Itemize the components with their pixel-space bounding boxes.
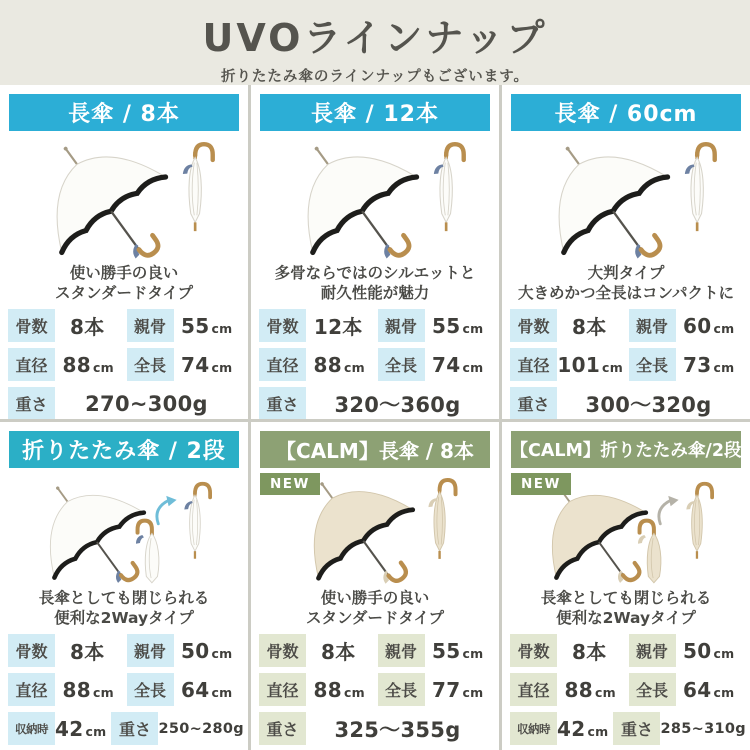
spec-label: 直径 — [8, 348, 55, 381]
spec-label: 親骨 — [378, 309, 425, 342]
spec-label: 直径 — [510, 673, 557, 706]
open-umbrella-icon — [515, 131, 700, 261]
spec-row — [259, 348, 491, 381]
spec-value: 73 cm — [683, 352, 735, 377]
spec-value: 8本 — [571, 315, 607, 340]
spec-value: 8本 — [69, 640, 105, 665]
spec-value: 285~310g — [660, 720, 746, 737]
page-subtitle: 折りたたみ傘のラインナップもございます。 — [220, 69, 530, 85]
spec-value: 64 cm — [683, 677, 735, 702]
closed-umbrella-icon — [183, 144, 213, 231]
card-title: 長傘 / 12本 — [260, 94, 490, 131]
spec-label: 重さ — [8, 387, 55, 419]
spec-row — [259, 309, 491, 342]
spec-row — [510, 673, 742, 706]
spec-label: 重さ — [613, 712, 660, 745]
spec-value: 74 cm — [181, 352, 233, 377]
spec-row — [510, 634, 742, 667]
product-card-long-60 — [502, 85, 750, 419]
spec-label: 全長 — [378, 673, 425, 706]
spec-label: 全長 — [629, 673, 676, 706]
spec-row — [8, 387, 240, 419]
spec-label: 収納時 — [8, 712, 55, 745]
spec-row — [259, 712, 491, 745]
spec-value: 88 cm — [62, 677, 114, 702]
spec-table — [510, 309, 742, 419]
spec-value: 12本 — [313, 315, 363, 340]
spec-label: 重さ — [111, 712, 158, 745]
page-title: UVOラインナップ — [202, 16, 548, 60]
new-badge: NEW — [260, 473, 320, 495]
card-description: 多骨ならではのシルエットと 耐久性能が魅力 — [274, 264, 476, 303]
spec-label: 全長 — [127, 673, 174, 706]
spec-label: 重さ — [259, 387, 306, 419]
spec-label: 親骨 — [127, 634, 174, 667]
card-title: 折りたたみ傘 / 2段 — [9, 431, 239, 468]
spec-value: 42 cm — [557, 716, 609, 741]
spec-row — [8, 309, 240, 342]
spec-label: 全長 — [378, 348, 425, 381]
transform-arrow-icon — [659, 496, 679, 524]
spec-row — [510, 712, 746, 745]
spec-value: 88 cm — [62, 352, 114, 377]
transform-arrow-icon — [157, 496, 177, 524]
spec-label: 全長 — [127, 348, 174, 381]
product-card-calm-long-8 — [251, 422, 499, 750]
card-title: 長傘 / 8本 — [9, 94, 239, 131]
spec-label: 直径 — [259, 673, 306, 706]
card-description: 大判タイプ 大きめかつ全長はコンパクトに — [518, 264, 734, 303]
spec-value: 74 cm — [432, 352, 484, 377]
spec-row — [8, 634, 240, 667]
spec-label: 直径 — [259, 348, 306, 381]
spec-label: 親骨 — [629, 309, 676, 342]
card-title: 【CALM】折りたたみ傘/2段 — [511, 431, 741, 468]
card-description: 使い勝手の良い スタンダードタイプ — [54, 264, 194, 303]
spec-value: 8本 — [69, 315, 105, 340]
spec-label: 骨数 — [510, 634, 557, 667]
spec-value: 101 cm — [557, 352, 624, 377]
spec-value: 88 cm — [313, 677, 365, 702]
spec-value: 8本 — [571, 640, 607, 665]
new-badge: NEW — [511, 473, 571, 495]
closed-umbrella-icon — [686, 484, 712, 559]
spec-value: 325～355g — [334, 717, 461, 742]
umbrella-illustration — [0, 468, 248, 586]
spec-value: 50 cm — [181, 638, 233, 663]
spec-label: 重さ — [259, 712, 306, 745]
spec-row — [259, 387, 491, 419]
spec-label: 直径 — [8, 673, 55, 706]
umbrella-illustration — [502, 131, 750, 261]
spec-label: 親骨 — [378, 634, 425, 667]
spec-value: 50 cm — [683, 638, 735, 663]
spec-label: 骨数 — [259, 634, 306, 667]
card-title: 【CALM】長傘 / 8本 — [260, 431, 490, 468]
spec-label: 親骨 — [629, 634, 676, 667]
spec-value: 88 cm — [564, 677, 616, 702]
product-card-long-12 — [251, 85, 499, 419]
spec-value: 55 cm — [181, 313, 233, 338]
spec-row — [510, 348, 742, 381]
card-description: 長傘としても閉じられる 便利な2Wayタイプ — [540, 589, 712, 628]
product-card-long-8 — [0, 85, 248, 419]
spec-label: 骨数 — [259, 309, 306, 342]
spec-row — [259, 673, 491, 706]
spec-value: 55 cm — [432, 313, 484, 338]
spec-value: 320～360g — [334, 392, 461, 417]
spec-label: 収納時 — [510, 712, 557, 745]
spec-table — [8, 309, 240, 419]
closed-umbrella-icon — [685, 144, 715, 231]
spec-label: 骨数 — [8, 634, 55, 667]
card-description: 使い勝手の良い スタンダードタイプ — [305, 589, 445, 628]
product-card-folding-2dan — [0, 422, 248, 750]
spec-value: 42 cm — [55, 716, 107, 741]
spec-value: 300～320g — [585, 392, 712, 417]
closed-umbrella-icon — [428, 480, 455, 559]
spec-label: 親骨 — [127, 309, 174, 342]
card-title: 長傘 / 60cm — [511, 94, 741, 131]
closed-umbrella-icon — [184, 484, 210, 559]
spec-table — [8, 634, 244, 745]
spec-table — [259, 309, 491, 419]
spec-label: 重さ — [510, 387, 557, 419]
spec-table — [510, 634, 746, 745]
spec-row — [8, 673, 240, 706]
umbrella-illustration — [0, 131, 248, 261]
spec-label: 骨数 — [510, 309, 557, 342]
open-umbrella-icon — [13, 131, 198, 261]
umbrella-illustration — [251, 131, 499, 261]
page-header — [0, 0, 750, 85]
spec-value: 77 cm — [432, 677, 484, 702]
spec-label: 全長 — [629, 348, 676, 381]
spec-row — [510, 309, 742, 342]
spec-row — [259, 634, 491, 667]
spec-label: 骨数 — [8, 309, 55, 342]
spec-value: 270~300g — [85, 391, 208, 416]
spec-value: 64 cm — [181, 677, 233, 702]
card-description: 長傘としても閉じられる 便利な2Wayタイプ — [38, 589, 210, 628]
spec-value: 8本 — [320, 640, 356, 665]
spec-value: 250~280g — [158, 720, 244, 737]
closed-umbrella-icon — [434, 144, 464, 231]
spec-row — [8, 348, 240, 381]
spec-value: 60 cm — [683, 313, 735, 338]
product-card-calm-folding-2dan — [502, 422, 750, 750]
product-grid — [0, 85, 750, 750]
spec-table — [259, 634, 491, 745]
spec-value: 55 cm — [432, 638, 484, 663]
spec-label: 直径 — [510, 348, 557, 381]
spec-value: 88 cm — [313, 352, 365, 377]
spec-row — [510, 387, 742, 419]
open-umbrella-icon — [264, 131, 449, 261]
spec-row — [8, 712, 244, 745]
